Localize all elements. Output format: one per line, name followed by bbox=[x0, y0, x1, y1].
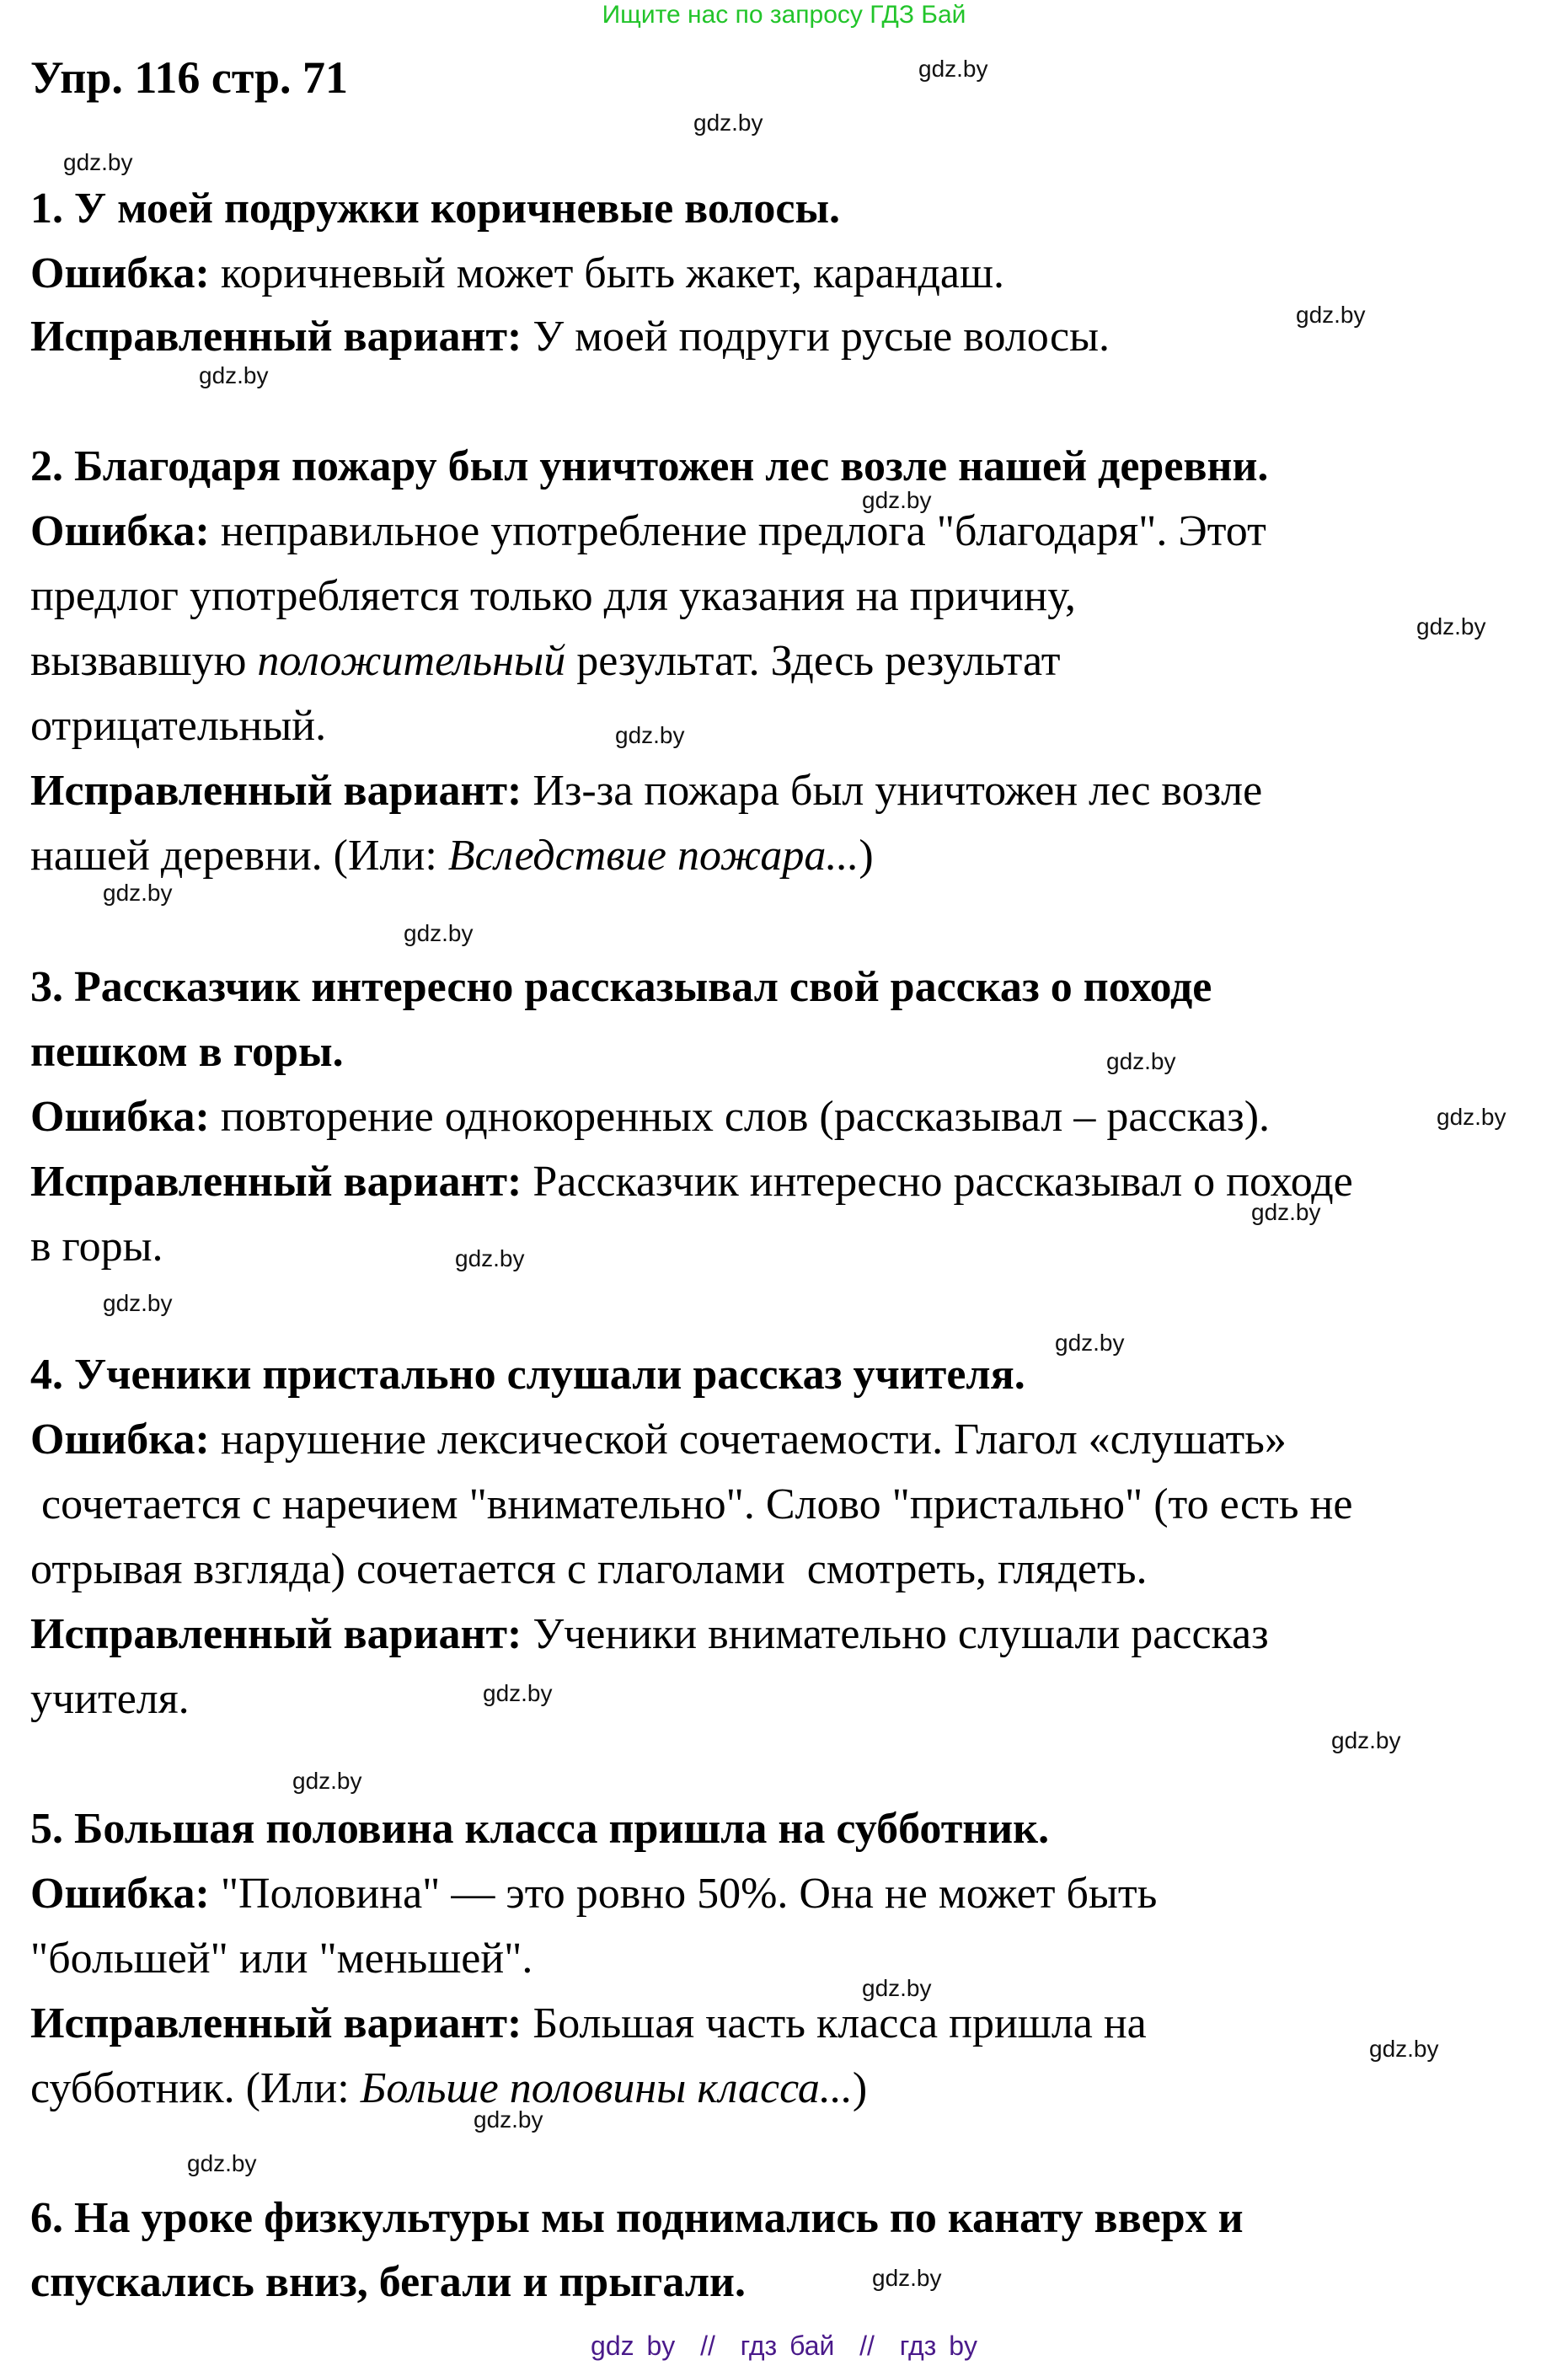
item-4-error: Ошибка: нарушение лексической сочетаемости. Глагол «слушать» bbox=[30, 1416, 1287, 1464]
watermark: gdz.by bbox=[1296, 302, 1366, 328]
error-label: Ошибка: bbox=[30, 1093, 210, 1141]
error-label: Ошибка: bbox=[30, 249, 210, 297]
watermark: gdz.by bbox=[862, 487, 932, 513]
error-label: Ошибка: bbox=[30, 1870, 210, 1918]
item-2-sentence: 2. Благодаря пожару был уничтожен лес возле нашей деревни. bbox=[30, 442, 1269, 490]
item-3-fixed-cont: в горы. bbox=[30, 1223, 163, 1271]
watermark: gdz.by bbox=[693, 110, 763, 136]
item-5-error-cont: "большей" или "меньшей". bbox=[30, 1935, 533, 1983]
fixed-label: Исправленный вариант: bbox=[30, 1999, 522, 2047]
emphasis: Больше половины класса... bbox=[360, 2064, 853, 2112]
item-4-fixed: Исправленный вариант: Ученики внимательно слушали рассказ bbox=[30, 1610, 1269, 1658]
watermark: gdz.by bbox=[1416, 613, 1486, 640]
item-3-error: Ошибка: повторение однокоренных слов (рассказывал – рассказ). bbox=[30, 1093, 1271, 1141]
watermark: gdz.by bbox=[1055, 1330, 1125, 1356]
item-5-error: Ошибка: "Половина" — это ровно 50%. Она не может быть bbox=[30, 1870, 1158, 1918]
item-2-error-cont: отрицательный. bbox=[30, 702, 327, 750]
item-2-error-cont: предлог употребляется только для указания на причину, bbox=[30, 572, 1076, 620]
item-4-error-cont: сочетается с наречием "внимательно". Слово "пристально" (то есть не bbox=[30, 1480, 1353, 1528]
footer-links: gdz by // гдз бай // гдз by bbox=[591, 2331, 977, 2361]
watermark: gdz.by bbox=[872, 2265, 942, 2291]
fixed-label: Исправленный вариант: bbox=[30, 1158, 522, 1206]
item-3-fixed: Исправленный вариант: Рассказчик интересно рассказывал о походе bbox=[30, 1158, 1353, 1206]
watermark: gdz.by bbox=[1106, 1048, 1176, 1074]
watermark: gdz.by bbox=[615, 722, 685, 748]
watermark: gdz.by bbox=[1437, 1104, 1506, 1130]
watermark: gdz.by bbox=[1369, 2036, 1439, 2062]
item-4-sentence: 4. Ученики пристально слушали рассказ учителя. bbox=[30, 1351, 1025, 1399]
item-1-error: Ошибка: коричневый может быть жакет, карандаш. bbox=[30, 249, 1005, 297]
item-4-error-cont: отрывая взгляда) сочетается с глаголами смотреть, глядеть. bbox=[30, 1545, 1148, 1593]
watermark: gdz.by bbox=[187, 2150, 257, 2176]
watermark: gdz.by bbox=[483, 1680, 553, 1706]
item-2-error: Ошибка: неправильное употребление предлога "благодаря". Этот bbox=[30, 507, 1266, 555]
emphasis: положительный bbox=[257, 637, 566, 685]
error-label: Ошибка: bbox=[30, 507, 210, 555]
error-label: Ошибка: bbox=[30, 1416, 210, 1464]
watermark: gdz.by bbox=[103, 880, 173, 906]
page-title: Упр. 116 стр. 71 bbox=[30, 52, 349, 103]
search-hint-banner: Ищите нас по запросу ГДЗ Бай bbox=[602, 1, 966, 29]
watermark: gdz.by bbox=[199, 362, 269, 388]
item-6-sentence-cont: спускались вниз, бегали и прыгали. bbox=[30, 2258, 747, 2306]
watermark: gdz.by bbox=[292, 1768, 362, 1794]
fixed-label: Исправленный вариант: bbox=[30, 1610, 522, 1658]
item-1-fixed: Исправленный вариант: У моей подруги русые волосы. bbox=[30, 313, 1110, 361]
item-5-sentence: 5. Большая половина класса пришла на субботник. bbox=[30, 1805, 1050, 1853]
watermark: gdz.by bbox=[455, 1245, 525, 1271]
watermark: gdz.by bbox=[862, 1975, 932, 2001]
watermark: gdz.by bbox=[63, 149, 133, 175]
item-2-error-cont: вызвавшую положительный результат. Здесь результат bbox=[30, 637, 1061, 685]
item-4-fixed-cont: учителя. bbox=[30, 1675, 190, 1723]
item-5-fixed-cont: субботник. (Или: Больше половины класса...) bbox=[30, 2064, 868, 2112]
watermark: gdz.by bbox=[103, 1290, 173, 1316]
fixed-label: Исправленный вариант: bbox=[30, 767, 522, 815]
item-5-fixed: Исправленный вариант: Большая часть класса пришла на bbox=[30, 1999, 1147, 2047]
watermark: gdz.by bbox=[474, 2106, 543, 2133]
item-1-sentence: 1. У моей подружки коричневые волосы. bbox=[30, 185, 841, 233]
item-3-sentence: 3. Рассказчик интересно рассказывал свой рассказ о походе bbox=[30, 963, 1212, 1011]
watermark: gdz.by bbox=[404, 920, 474, 946]
emphasis: Вследствие пожара... bbox=[447, 832, 859, 880]
watermark: gdz.by bbox=[1251, 1199, 1321, 1225]
watermark: gdz.by bbox=[918, 56, 988, 82]
item-3-sentence-cont: пешком в горы. bbox=[30, 1028, 344, 1076]
item-6-sentence: 6. На уроке физкультуры мы поднимались по канату вверх и bbox=[30, 2194, 1244, 2242]
fixed-label: Исправленный вариант: bbox=[30, 313, 522, 361]
watermark: gdz.by bbox=[1331, 1727, 1401, 1753]
item-2-fixed-cont: нашей деревни. (Или: Вследствие пожара...) bbox=[30, 832, 874, 880]
item-2-fixed: Исправленный вариант: Из-за пожара был уничтожен лес возле bbox=[30, 767, 1263, 815]
